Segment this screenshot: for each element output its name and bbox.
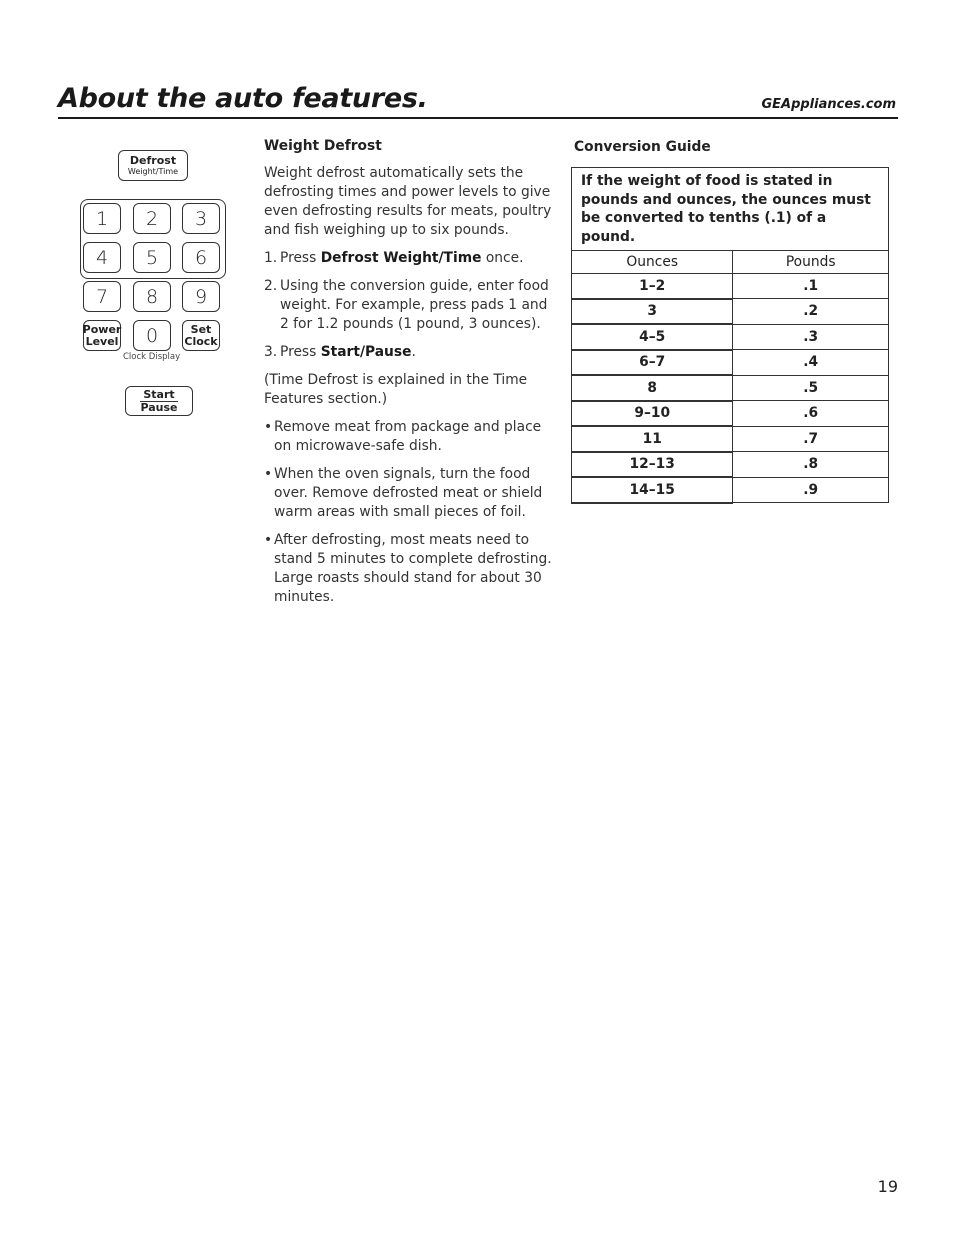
start-pause-key [125,386,193,416]
bullet-icon: • [264,419,273,435]
table-row [572,426,889,452]
pounds-cell: .6 [733,401,889,427]
pounds-cell: .7 [733,426,889,452]
time-defrost-note: (Time Defrost is explained in the Time Features section.) [264,372,528,407]
pounds-cell: .2 [733,299,889,325]
bullet-item [264,531,556,607]
header-divider [58,117,898,119]
step-number: 3. [264,344,278,360]
pounds-column-header: Pounds [733,251,889,274]
step-bold-text: Defrost Weight/Time [320,250,482,266]
pounds-cell: .9 [733,477,889,503]
defrost-key-label: Defrost [129,154,177,167]
pause-label: Pause [140,400,178,414]
ounces-cell: 14–15 [572,477,733,503]
step-text: Press [280,250,321,266]
table-row [572,401,889,427]
bullet-icon: • [264,466,273,482]
step-text: . [411,344,416,360]
step-2 [264,277,556,334]
conversion-guide-title: Conversion Guide [574,139,711,155]
power-level-label-2: Level [85,334,119,348]
defrost-weight-time-key [118,150,188,181]
ounces-cell: 8 [572,375,733,401]
key-2: 2 [133,203,171,234]
keypad-illustration [78,148,228,420]
key-7: 7 [83,281,121,312]
step-number: 1. [264,250,278,266]
table-row [572,452,889,478]
key-1: 1 [83,203,121,234]
pounds-cell: .8 [733,452,889,478]
pounds-cell: .4 [733,350,889,376]
weight-defrost-section [264,137,556,616]
ounces-cell: 1–2 [572,274,733,299]
clock-display-label: Clock Display [123,352,181,362]
step-text: Press [280,344,321,360]
website-label: GEAppliances.com [761,97,896,112]
pounds-cell: .3 [733,324,889,350]
pounds-cell: .5 [733,375,889,401]
bullet-text: Remove meat from package and place on microwave-safe dish. [274,419,542,454]
set-clock-label-1: Set [190,322,212,336]
bullet-text: After defrosting, most meats need to stand 5 minutes to complete defrosting. Large roasts should stand for about 30 minutes. [274,532,552,605]
ounces-column-header: Ounces [572,251,733,274]
key-9: 9 [182,281,220,312]
power-level-key [83,320,121,351]
start-label: Start [140,389,177,402]
set-clock-key [182,320,220,351]
ounces-cell: 3 [572,299,733,325]
page-title: About the auto features. [58,83,428,114]
table-row [572,299,889,325]
ounces-cell: 9–10 [572,401,733,427]
bullet-text: When the oven signals, turn the food over. Remove defrosted meat or shield warm areas with small pieces of foil. [274,466,543,520]
power-level-label-1: Power [82,322,122,336]
pounds-cell: .1 [733,274,889,299]
table-row [572,375,889,401]
table-row [572,350,889,376]
ounces-cell: 4–5 [572,324,733,350]
step-text: Using the conversion guide, enter food weight. For example, press pads 1 and 2 for 1.2 pounds (1 pound, 3 ounces). [280,278,549,332]
table-row [572,274,889,299]
key-8: 8 [133,281,171,312]
bullet-item [264,465,556,522]
page-number: 19 [877,1177,898,1196]
ounces-cell: 12–13 [572,452,733,478]
key-5: 5 [133,242,171,273]
intro-paragraph: Weight defrost automatically sets the defrosting times and power levels to give even defrosting results for meats, poultry and fish weighing up to six pounds. [264,165,552,238]
step-3 [264,343,556,362]
conversion-table [571,167,889,504]
table-row [572,324,889,350]
set-clock-label-2: Clock [184,334,218,348]
step-number: 2. [264,278,278,294]
key-0: 0 [133,320,171,351]
table-row [572,477,889,503]
step-text: once. [481,250,524,266]
step-1 [264,249,556,268]
defrost-key-sublabel: Weight/Time [127,167,179,176]
key-4: 4 [83,242,121,273]
bullet-item [264,418,556,456]
ounces-cell: 6–7 [572,350,733,376]
key-3: 3 [182,203,220,234]
conversion-note: If the weight of food is stated in pounds and ounces, the ounces must be converted to tenths (.1) of a pound. [572,168,889,251]
table-header-row [572,251,889,274]
ounces-cell: 11 [572,426,733,452]
section-heading: Weight Defrost [264,138,382,154]
key-6: 6 [182,242,220,273]
bullet-icon: • [264,532,273,548]
step-bold-text: Start/Pause [320,344,412,360]
